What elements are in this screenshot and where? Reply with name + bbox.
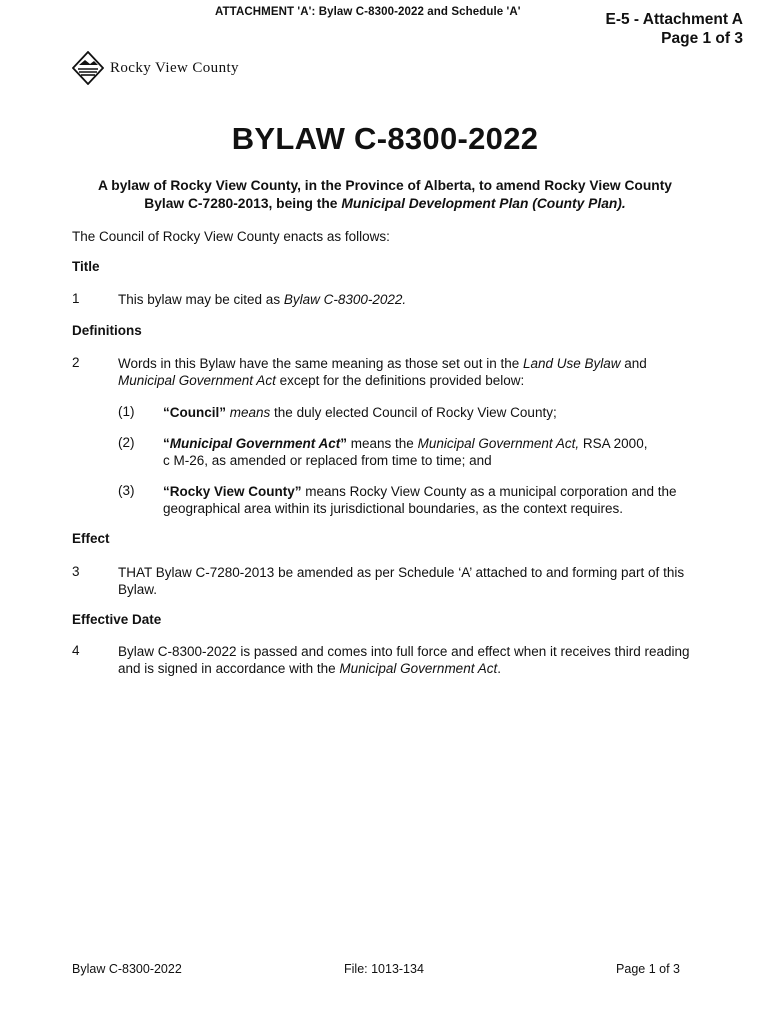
heading-effective-date: Effective Date xyxy=(72,612,162,627)
definition-number-2: (2) xyxy=(118,435,135,450)
attachment-header: ATTACHMENT 'A': Bylaw C-8300-2022 and Schedule 'A' xyxy=(215,6,521,18)
bylaw-title: BYLAW C-8300-2022 xyxy=(231,121,539,156)
attachment-stamp xyxy=(605,10,743,48)
section-number-2: 2 xyxy=(72,355,80,370)
subtitle-line-2: Bylaw C-7280-2013, being the Municipal Development Plan (County Plan). xyxy=(144,196,626,211)
definition-number-1: (1) xyxy=(118,404,135,419)
rocky-view-county-emblem-icon xyxy=(72,51,104,85)
section-2-text: Words in this Bylaw have the same meaning as those set out in the Land Use Bylaw and Municipal Government Act except for the definitions provided below: xyxy=(118,356,647,388)
enacts-statement: The Council of Rocky View County enacts as follows: xyxy=(72,229,390,244)
section-4-text: Bylaw C-8300-2022 is passed and comes into full force and effect when it receives third reading and is signed in accordance with the Municipal Government Act. xyxy=(118,644,690,676)
heading-effect: Effect xyxy=(72,531,110,546)
section-number-4: 4 xyxy=(72,643,80,658)
definition-1-text: “Council” means the duly elected Council of Rocky View County; xyxy=(163,405,557,420)
section-number-1: 1 xyxy=(72,291,80,306)
section-number-3: 3 xyxy=(72,564,80,579)
definition-3-text: “Rocky View County” means Rocky View County as a municipal corporation and the geographical area within its jurisdictional boundaries, as the context requires. xyxy=(163,484,677,516)
footer-bylaw-number: Bylaw C-8300-2022 xyxy=(72,962,182,976)
heading-definitions: Definitions xyxy=(72,323,142,338)
logo-wordmark: Rocky View County xyxy=(110,59,239,76)
subtitle-line-1: A bylaw of Rocky View County, in the Province of Alberta, to amend Rocky View County xyxy=(98,178,672,193)
stamp-line-2: Page 1 of 3 xyxy=(661,30,743,47)
bylaw-subtitle xyxy=(60,177,710,213)
county-logo xyxy=(72,51,239,85)
definition-number-3: (3) xyxy=(118,483,135,498)
footer-file-number: File: 1013-134 xyxy=(344,962,424,976)
definition-2-text: “Municipal Government Act” means the Municipal Government Act, RSA 2000, c M-26, as amended or replaced from time to time; and xyxy=(163,436,648,468)
stamp-line-1: E-5 - Attachment A xyxy=(605,11,743,28)
section-3-text: THAT Bylaw C-7280-2013 be amended as per Schedule ‘A’ attached to and forming part of this Bylaw. xyxy=(118,565,685,597)
heading-title: Title xyxy=(72,259,100,274)
footer-page-number: Page 1 of 3 xyxy=(616,962,680,976)
section-1-text: This bylaw may be cited as Bylaw C-8300-2022. xyxy=(118,292,407,307)
